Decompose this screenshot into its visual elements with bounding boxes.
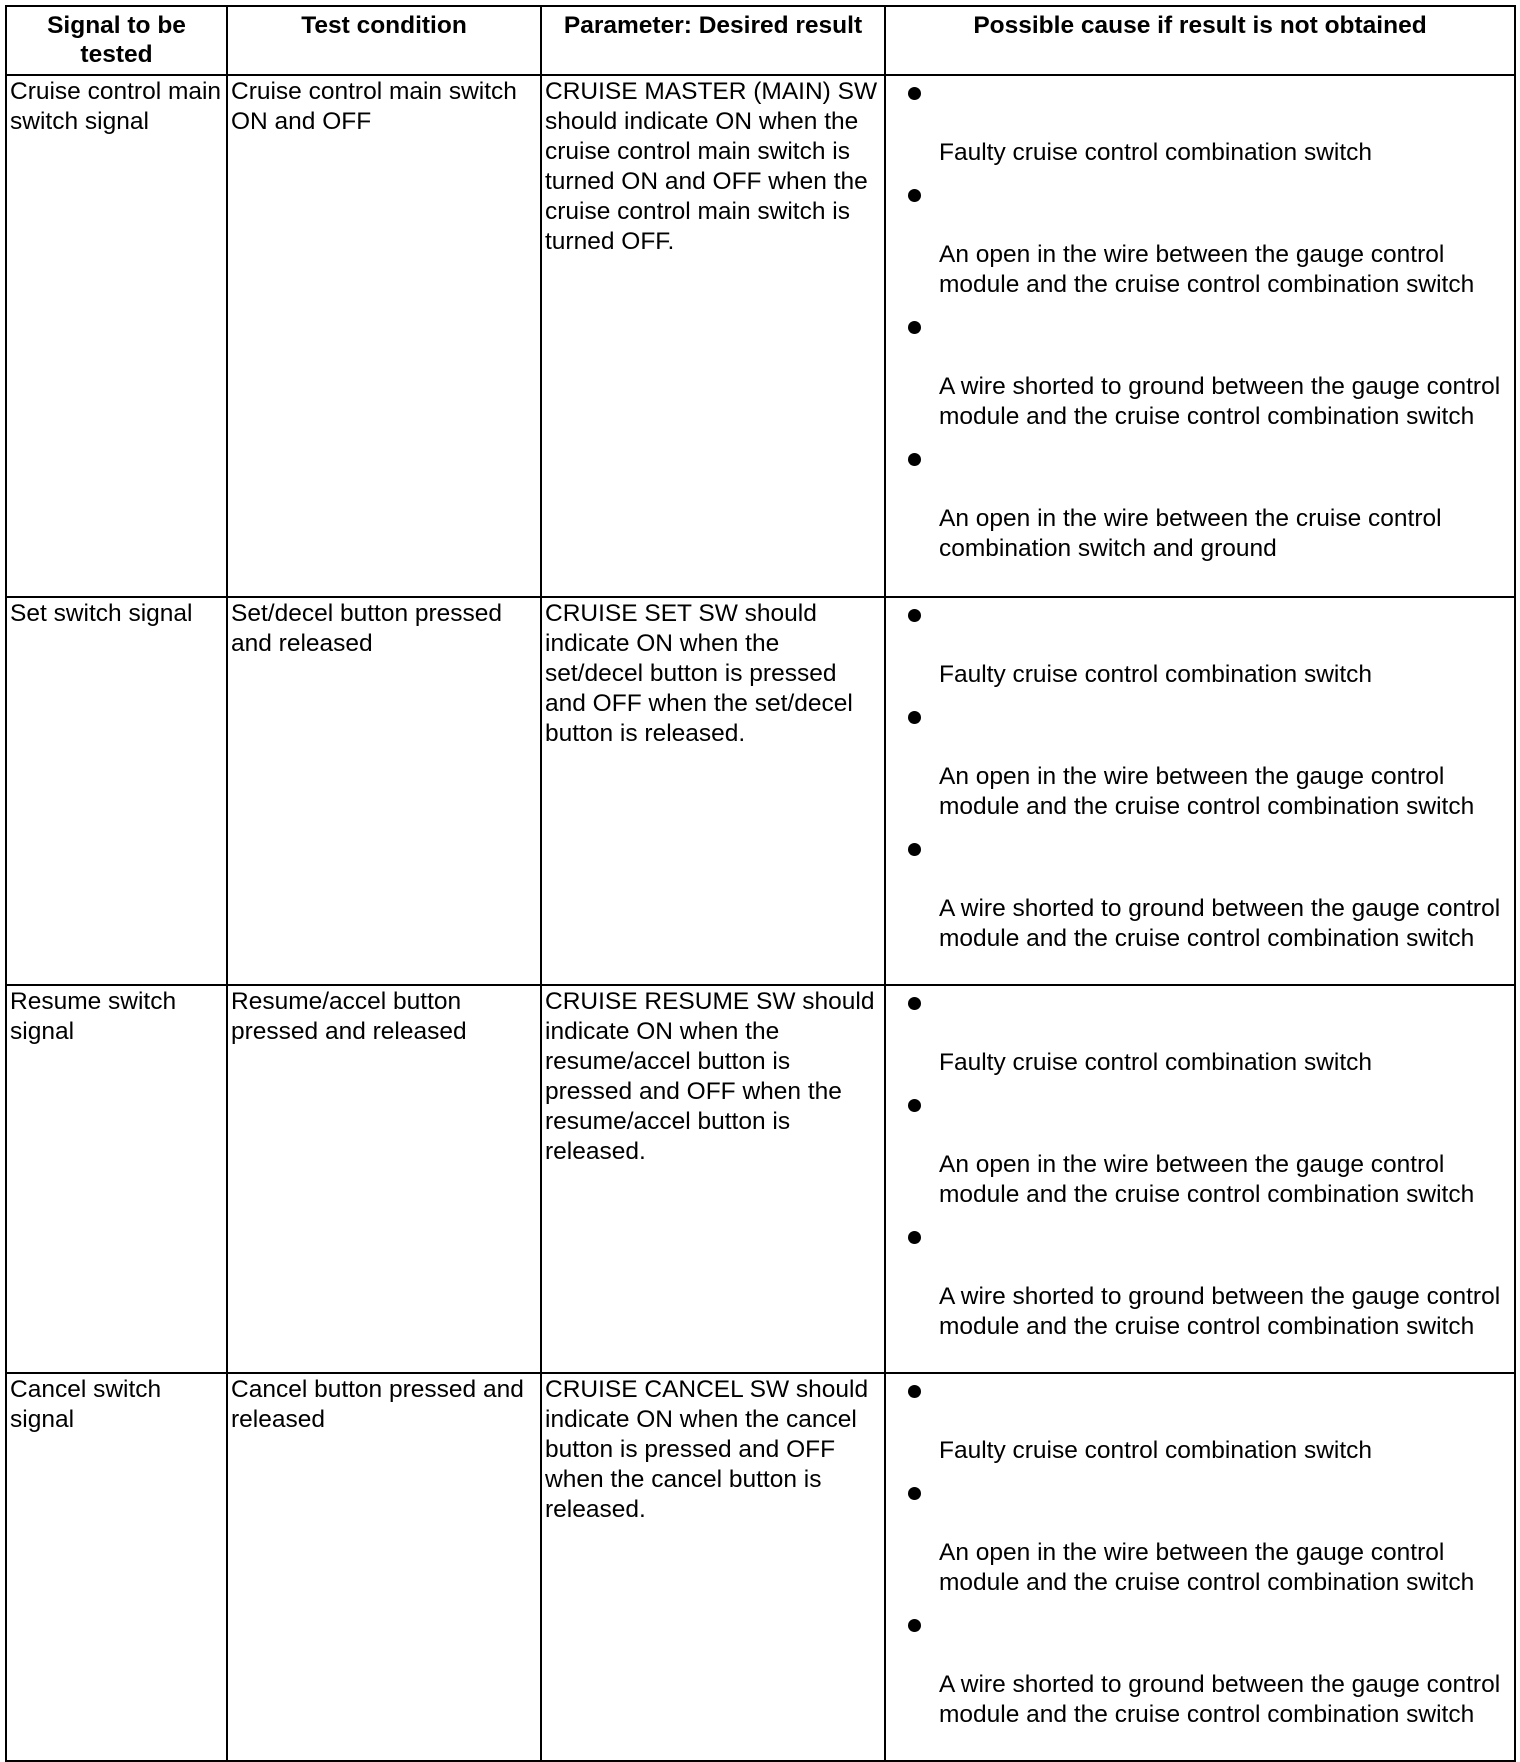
cause-text: A wire shorted to ground between the gauge control module and the cruise control combination switch (939, 1283, 1501, 1340)
cause-text: Faulty cruise control combination switch (939, 661, 1373, 688)
diagnostic-table (5, 5, 1516, 1762)
signal-cell: Cancel switch signal (6, 1373, 227, 1761)
cause-text: An open in the wire between the gauge control module and the cruise control combination switch (939, 1539, 1475, 1596)
cause-item (906, 1099, 1508, 1220)
table-row (6, 1373, 1515, 1761)
header-desired-result: Parameter: Desired result (541, 6, 885, 75)
cause-item (906, 711, 1508, 832)
condition-cell: Cancel button pressed and released (227, 1373, 541, 1761)
document-page (5, 5, 1514, 1757)
condition-cell: Cruise control main switch ON and OFF (227, 75, 541, 597)
bullet-icon (908, 997, 921, 1010)
cause-text: A wire shorted to ground between the gauge control module and the cruise control combination switch (939, 373, 1501, 430)
header-test-condition: Test condition (227, 6, 541, 75)
result-cell: CRUISE CANCEL SW should indicate ON when the cancel button is pressed and OFF when the cancel button is released. (541, 1373, 885, 1761)
causes-cell (885, 985, 1515, 1373)
cause-text: An open in the wire between the gauge control module and the cruise control combination switch (939, 241, 1475, 298)
cause-item (906, 609, 1508, 700)
bullet-icon (908, 189, 921, 202)
table-header-row (6, 6, 1515, 75)
cause-text: Faulty cruise control combination switch (939, 1437, 1373, 1464)
bullet-icon (908, 1385, 921, 1398)
bullet-icon (908, 843, 921, 856)
cause-item (906, 997, 1508, 1088)
bullet-icon (908, 1231, 921, 1244)
bullet-icon (908, 1619, 921, 1632)
cause-text: Faulty cruise control combination switch (939, 1049, 1373, 1076)
result-cell: CRUISE SET SW should indicate ON when the set/decel button is pressed and OFF when the set/decel button is released. (541, 597, 885, 985)
cause-list (906, 87, 1508, 574)
cause-item (906, 189, 1508, 310)
cause-item (906, 87, 1508, 178)
condition-cell: Resume/accel button pressed and released (227, 985, 541, 1373)
bullet-icon (908, 711, 921, 724)
bullet-icon (908, 1099, 921, 1112)
cause-item (906, 321, 1508, 442)
header-possible-cause: Possible cause if result is not obtained (885, 6, 1515, 75)
cause-item (906, 1487, 1508, 1608)
cause-item (906, 1619, 1508, 1740)
cause-text: A wire shorted to ground between the gauge control module and the cruise control combination switch (939, 1671, 1501, 1728)
cause-text: A wire shorted to ground between the gauge control module and the cruise control combination switch (939, 895, 1501, 952)
causes-cell (885, 597, 1515, 985)
cause-text: An open in the wire between the gauge control module and the cruise control combination switch (939, 763, 1475, 820)
cause-item (906, 453, 1508, 574)
causes-cell (885, 75, 1515, 597)
cause-text: An open in the wire between the gauge control module and the cruise control combination switch (939, 1151, 1475, 1208)
cause-item (906, 843, 1508, 964)
cause-text: An open in the wire between the cruise control combination switch and ground (939, 505, 1442, 562)
cause-item (906, 1385, 1508, 1476)
cause-list (906, 609, 1508, 964)
cause-item (906, 1231, 1508, 1352)
bullet-icon (908, 1487, 921, 1500)
signal-cell: Cruise control main switch signal (6, 75, 227, 597)
table-row (6, 597, 1515, 985)
cause-list (906, 1385, 1508, 1740)
bullet-icon (908, 321, 921, 334)
header-signal: Signal to be tested (6, 6, 227, 75)
causes-cell (885, 1373, 1515, 1761)
bullet-icon (908, 87, 921, 100)
bullet-icon (908, 609, 921, 622)
bullet-icon (908, 453, 921, 466)
cause-list (906, 997, 1508, 1352)
result-cell: CRUISE RESUME SW should indicate ON when the resume/accel button is pressed and OFF when the resume/accel button is released. (541, 985, 885, 1373)
signal-cell: Resume switch signal (6, 985, 227, 1373)
condition-cell: Set/decel button pressed and released (227, 597, 541, 985)
table-row (6, 985, 1515, 1373)
result-cell: CRUISE MASTER (MAIN) SW should indicate ON when the cruise control main switch is turned ON and OFF when the cruise control main switch is turned OFF. (541, 75, 885, 597)
cause-text: Faulty cruise control combination switch (939, 139, 1373, 166)
signal-cell: Set switch signal (6, 597, 227, 985)
table-row (6, 75, 1515, 597)
